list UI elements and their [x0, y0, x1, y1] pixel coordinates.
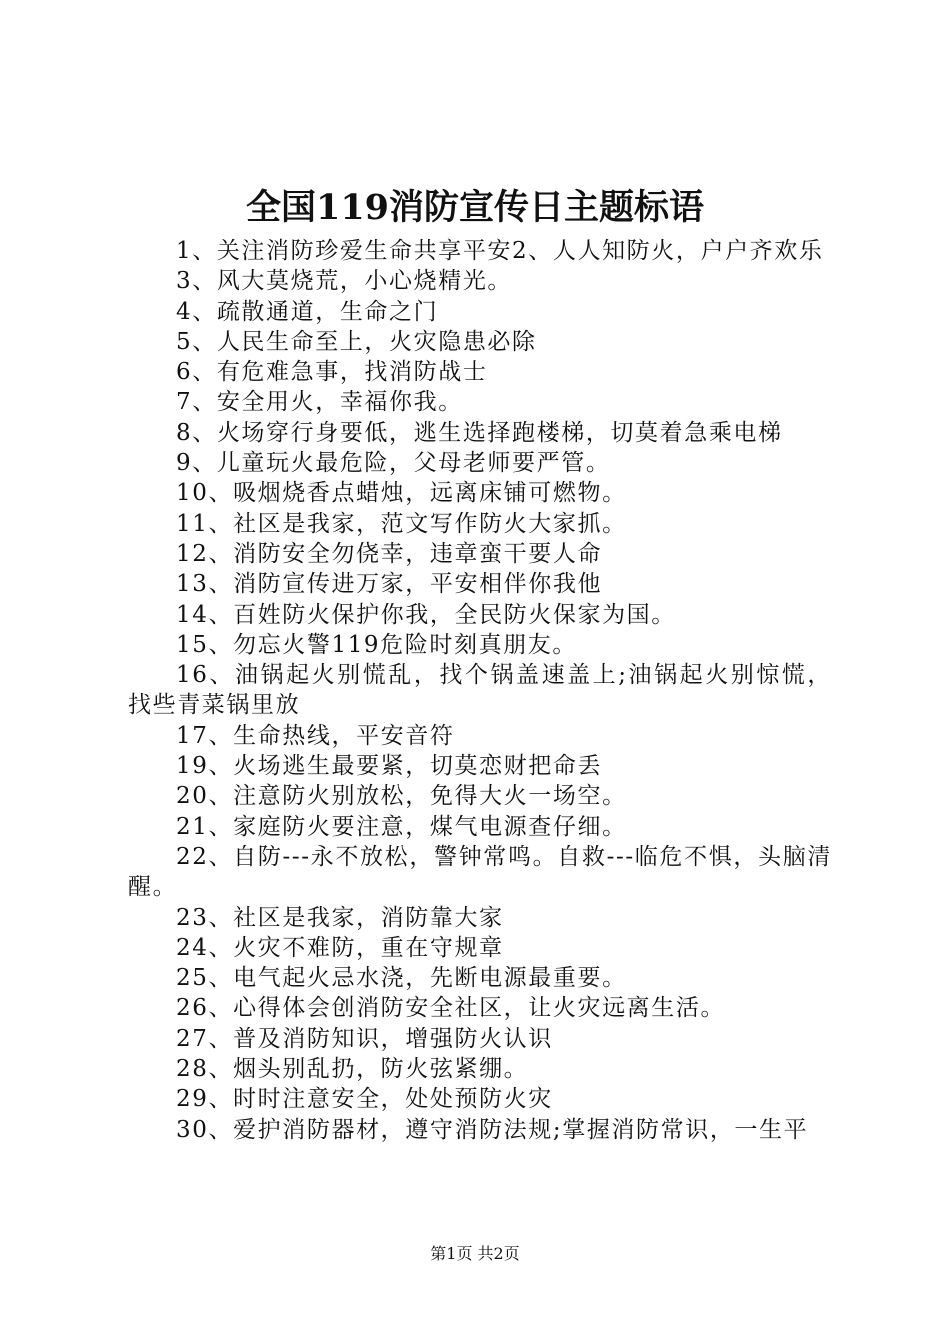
slogan-item: 14、百姓防火保护你我，全民防火保家为国。: [176, 601, 676, 628]
slogan-item: 11、社区是我家，范文写作防火大家抓。: [176, 510, 627, 537]
slogan-item: 1、关注消防珍爱生命共享平安2、人人知防火，户户齐欢乐: [176, 238, 824, 264]
slogan-item: 5、人民生命至上，火灾隐患必除: [176, 328, 537, 355]
slogan-item: 12、消防安全勿侥幸，违章蛮干要人命: [176, 540, 603, 567]
slogan-item: 10、吸烟烧香点蜡烛，远离床铺可燃物。: [176, 480, 627, 507]
page-footer: 第1页 共2页: [430, 1244, 520, 1263]
slogan-item: 16、油锅起火别慌乱，找个锅盖速盖上;油锅起火别惊慌，找些青菜锅里放: [128, 662, 832, 719]
slogan-item: 28、烟头别乱扔，防火弦紧绷。: [176, 1056, 529, 1083]
slogan-item: 17、生命热线，平安音符: [176, 722, 455, 749]
slogan-item: 20、注意防火别放松，免得大火一场空。: [176, 783, 627, 810]
slogan-item: 7、安全用火，幸福你我。: [176, 389, 463, 416]
document-title: 全国119消防宣传日主题标语: [245, 187, 705, 228]
slogan-item: 15、勿忘火警119危险时刻真朋友。: [176, 631, 577, 658]
slogan-item: 9、儿童玩火最危险，父母老师要严管。: [176, 450, 611, 477]
slogan-item: 22、自防---永不放松，警钟常鸣。自救---临危不惧，头脑清醒。: [128, 843, 832, 901]
slogan-item: 6、有危难急事，找消防战士: [176, 359, 488, 386]
slogan-item: 4、疏散通道，生命之门: [176, 298, 439, 325]
slogan-item: 24、火灾不难防，重在守规章: [176, 934, 504, 961]
slogan-item: 30、爱护消防器材，遵守消防法规;掌握消防常识，一生平: [176, 1116, 809, 1143]
slogan-list: [128, 236, 832, 1145]
slogan-item: 25、电气起火忌水浇，先断电源最重要。: [176, 965, 627, 992]
slogan-item: 29、时时注意安全，处处预防火灾: [176, 1086, 553, 1113]
slogan-item: 13、消防宣传进万家，平安相伴你我他: [176, 571, 603, 598]
slogan-item: 21、家庭防火要注意，煤气电源查仔细。: [176, 813, 627, 840]
slogan-item: 26、心得体会创消防安全社区，让火灾远离生活。: [176, 995, 726, 1022]
slogan-item: 8、火场穿行身要低，逃生选择跑楼梯，切莫着急乘电梯: [176, 419, 783, 446]
slogan-item: 3、风大莫烧荒，小心烧精光。: [176, 268, 513, 295]
slogan-item: 23、社区是我家，消防靠大家: [176, 904, 504, 931]
slogan-item: 27、普及消防知识，增强防火认识: [176, 1025, 553, 1052]
slogan-item: 19、火场逃生最要紧，切莫恋财把命丢: [176, 753, 603, 780]
